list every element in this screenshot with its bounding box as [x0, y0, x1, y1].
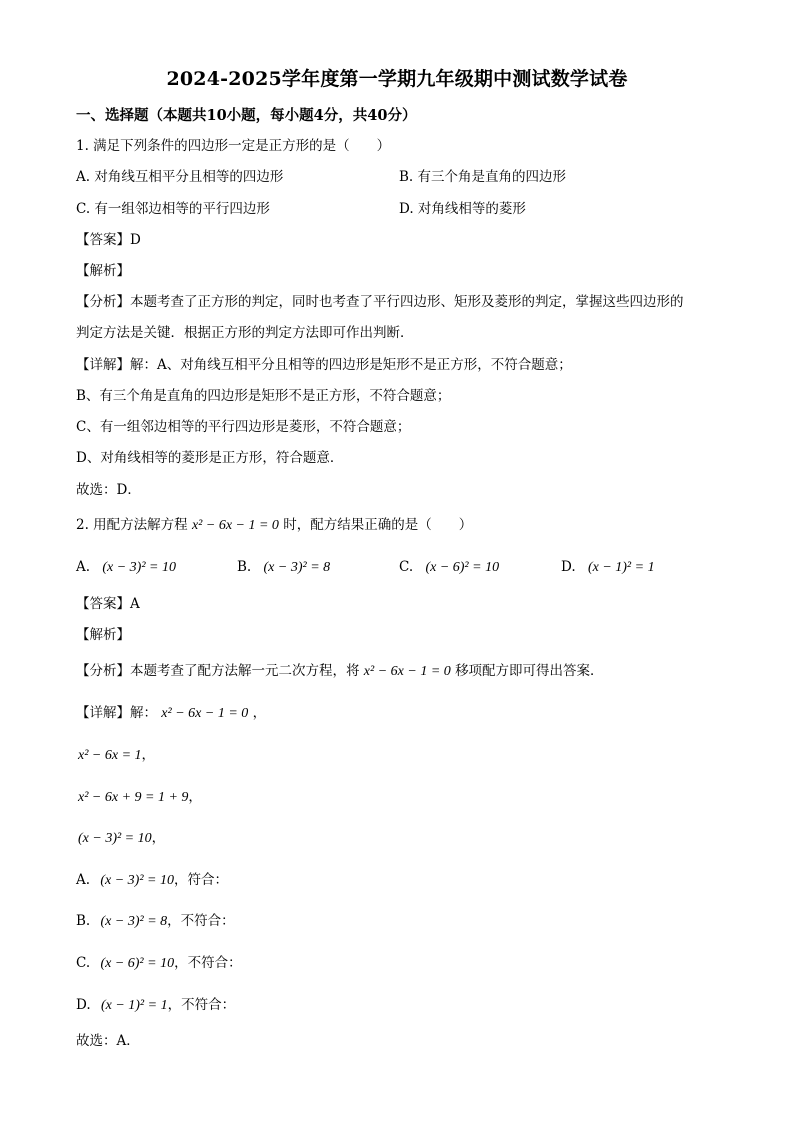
question-2-conclusion: 故选：A．: [76, 1033, 140, 1049]
equation: x² − 6x − 1 = 0: [363, 664, 451, 679]
stem-text: 2. 用配方法解方程: [76, 517, 188, 533]
punctuation: ，: [188, 789, 202, 805]
equation: x² − 6x + 9 = 1 + 9: [78, 790, 189, 805]
option-check-a: [76, 870, 228, 891]
equation: (x − 3)² = 8: [100, 914, 168, 929]
option-check-d: [76, 995, 235, 1016]
punctuation: ，: [151, 830, 166, 846]
option-label: A.: [76, 872, 91, 888]
question-1-answer: 【答案】D: [76, 232, 141, 248]
question-1-option-b: B. 有三个角是直角的四边形: [399, 169, 567, 185]
equation: x² − 6x − 1 = 0: [161, 706, 249, 721]
question-1-stem: 1. 满足下列条件的四边形一定是正方形的是（ ）: [76, 138, 391, 154]
question-2-answer: 【答案】A: [76, 596, 140, 612]
option-check-c: [76, 953, 242, 974]
equation: (x − 3)² = 10: [78, 831, 152, 846]
equation: (x − 1)² = 1: [587, 560, 655, 575]
question-2-analysis-label: 【解析】: [76, 627, 130, 643]
question-2-stem: [76, 515, 472, 536]
question-2-detail-line: [76, 703, 266, 724]
section-heading: 一、选择题（本题共10小题，每小题4分，共40分）: [76, 107, 417, 124]
punctuation: ，: [141, 747, 156, 763]
question-1-detail-line: D、对角线相等的菱形是正方形，符合题意．: [76, 450, 344, 466]
question-1-analysis-line: 判定方法是关键．根据正方形的判定方法即可作出判断．: [76, 325, 414, 341]
question-2-option-b: [237, 557, 330, 578]
option-label: B.: [237, 559, 252, 575]
option-check-b: [76, 911, 235, 932]
page-title: 2024-2025学年度第一学期九年级期中测试数学试卷: [166, 68, 628, 90]
question-1-detail-line: B、有三个角是直角的四边形是矩形不是正方形，不符合题意；: [76, 388, 451, 404]
question-1-detail-line: 【详解】解：A、对角线互相平分且相等的四边形是矩形不是正方形，不符合题意；: [76, 357, 572, 373]
question-2-option-c: [399, 557, 499, 578]
question-1-conclusion: 故选：D．: [76, 482, 141, 498]
option-label: D.: [76, 997, 91, 1013]
question-1-analysis-label: 【解析】: [76, 263, 130, 279]
equation: (x − 6)² = 10: [425, 560, 500, 575]
option-label: A.: [76, 559, 91, 575]
solution-step: [78, 745, 155, 766]
check-result: ，不符合：: [167, 997, 236, 1013]
question-1-analysis-line: 【分析】本题考查了正方形的判定，同时也考查了平行四边形、矩形及菱形的判定，掌握这些四边形的: [76, 294, 684, 310]
option-label: B.: [76, 913, 91, 929]
question-1-option-d: D. 对角线相等的菱形: [399, 201, 526, 217]
question-2-option-d: [561, 557, 655, 578]
question-1-option-c: C. 有一组邻边相等的平行四边形: [76, 201, 270, 217]
equation: x² − 6x − 1 = 0: [191, 518, 279, 533]
option-label: C.: [76, 955, 91, 971]
stem-text: 时，配方结果正确的是（ ）: [283, 517, 473, 533]
equation: (x − 1)² = 1: [100, 998, 168, 1013]
equation: x² − 6x = 1: [78, 748, 142, 763]
solution-step: [78, 787, 202, 808]
equation: (x − 3)² = 8: [263, 560, 331, 575]
analysis-text: 移项配方即可得出答案．: [455, 663, 604, 679]
analysis-text: 【分析】本题考查了配方法解一元二次方程，将: [76, 663, 360, 679]
question-2-analysis-line: [76, 661, 604, 682]
detail-text: ，: [252, 705, 267, 721]
equation: (x − 3)² = 10: [102, 560, 176, 575]
check-result: ，不符合：: [167, 913, 235, 929]
detail-text: 【详解】解：: [76, 705, 157, 721]
question-1-option-a: A. 对角线互相平分且相等的四边形: [76, 169, 284, 185]
check-result: ，符合：: [173, 872, 228, 888]
solution-step: [78, 828, 165, 849]
question-1-detail-line: C、有一组邻边相等的平行四边形是菱形，不符合题意；: [76, 419, 411, 435]
check-result: ，不符合：: [174, 955, 242, 971]
question-2-option-a: [76, 557, 176, 578]
equation: (x − 6)² = 10: [100, 956, 175, 971]
option-label: C.: [399, 559, 414, 575]
equation: (x − 3)² = 10: [100, 873, 174, 888]
option-label: D.: [561, 559, 576, 575]
